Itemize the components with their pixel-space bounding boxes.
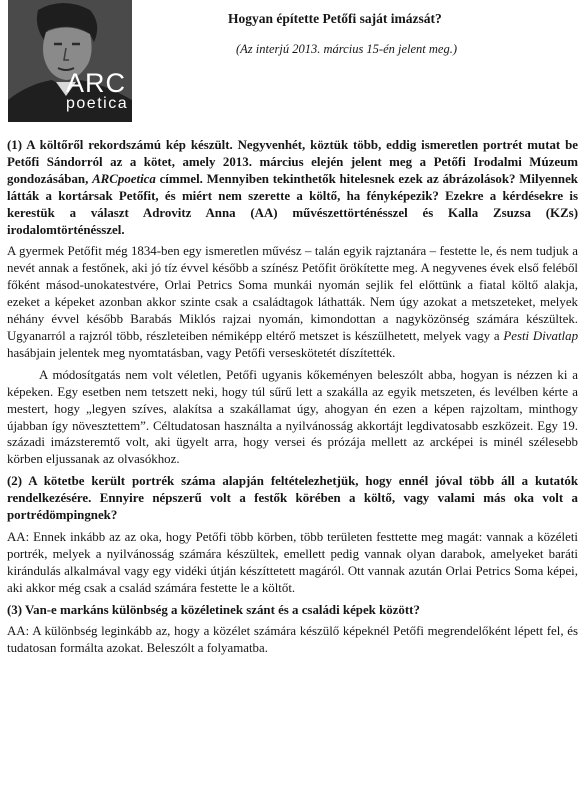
- answer-3: AA: A különbség leginkább az, hogy a közélet számára készülő képeknél Petőfi megrendelőként lépett fel, és tudatosan formálta azokat. Beleszólt a folyamatba.: [7, 624, 578, 656]
- paragraph-1-end: hasábjain jelentek meg nyomtatásban, vagy Petőfi verseskötetét díszítették.: [7, 345, 396, 360]
- question-1-text-b: címmel. Mennyiben tekinthetők hitelesnek ezek az ábrázolások? Milyennek látták a kortársak Petőfit, és miért nem szerette a költő, ha fényképezik? Ezekre a kérdésekre is kerestük a választ Adrovitz Anna (AA) művészettörténésszel és Kalla Zsuzsa (KZs) irodalomtörténésszel.: [7, 171, 578, 237]
- logo-arc-text: ARC: [66, 68, 127, 98]
- article-subtitle: (Az interjú 2013. március 15-én jelent meg.): [236, 42, 458, 56]
- paragraph-2: A módosítgatás nem volt véletlen, Petőfi ugyanis kőkeményen beleszólt abba, hogyan is nézzen ki a képeken. Egy esetben nem tetszett neki, hogy túl sűrű lett a szakálla az egyik metszeten, és levélben kérte a mestert, hogy „legyen szíves, alakítsa a szakállamat úgy, ahogyan én ezen a képen rajzoltam, minthogy újabban így növesztettem”. Céltudatosan használta a nyilvánosság akkortájt legdivatosabb eszközeit. Egy 19. századi imázsteremtő volt, aki ügyelt arra, hogy versei és prózája mellett az arcképei is minél szélesebb körben eljussanak az olvasókhoz.: [7, 367, 578, 467]
- article-title: Hogyan építette Petőfi saját imázsát?: [228, 11, 442, 26]
- arc-poetica-logo: [8, 0, 132, 122]
- question-3: (3) Van-e markáns különbség a közéletinek szánt és a családi képek között?: [7, 602, 420, 617]
- magazine-title: Pesti Divatlap: [503, 328, 579, 343]
- answer-2: AA: Ennek inkább az az oka, hogy Petőfi több körben, több területen festtette meg magát: vannak a közéleti portrék, melyek a nyilvánosság számára készültek, emellett pedig vannak olyan darabok, amelyeket baráti kirándulás alkalmával vagy egy vidéki útján készíttetett magáról. Ott vannak azután Orlai Petrics Soma képei, aki akkor még csak a család számára festette le a költőt.: [7, 529, 578, 595]
- article-body: [7, 137, 578, 662]
- paragraph-1: [7, 243, 578, 361]
- question-1-text-a: (1) A költőről rekordszámú kép készült. Negyvenhét, köztük több, eddig ismeretlen portrét mutat be Petőfi Sándorról az a kötet, amely 2013. március elején jelent meg a Petőfi Irodalmi Múzeum gondozásában,: [7, 138, 578, 186]
- question-1: [7, 137, 578, 238]
- paragraph-1-text: A gyermek Petőfit még 1834-ben egy ismeretlen művész – talán egyik rajztanára – festette le, és nem tudjuk a nevét annak a festőnek, aki jó tíz évvel később a színész Petőfit örökítette meg. A negyvenes évek első feléből főként másod-unokatestvére, Orlai Petrics Soma munkái nyomán sejlik fel előttünk a fiatal költő alakja, ezeket a képeket azonban akkor szinte csak a családtagok láthatták. Nem úgy azokat a metszeteket, melyek néhány évvel később Barabás Miklós rajzai nyomán, kimondottan a nagyközönség számára készültek. Ugyanarról a rajzról több, részleteiben némiképp eltérő metszet is készülhetett, melyek vagy a: [7, 244, 578, 343]
- book-title: ARCpoetica: [92, 171, 156, 186]
- logo-poetica-text: poetica: [66, 95, 129, 112]
- question-2: (2) A kötetbe került portrék száma alapján feltételezhetjük, hogy ennél jóval több áll a kutatók rendelkezésére. Ennyire népszerű volt a festők körében a költő, vagy valami más oka volt a portrédömpingnek?: [7, 474, 578, 523]
